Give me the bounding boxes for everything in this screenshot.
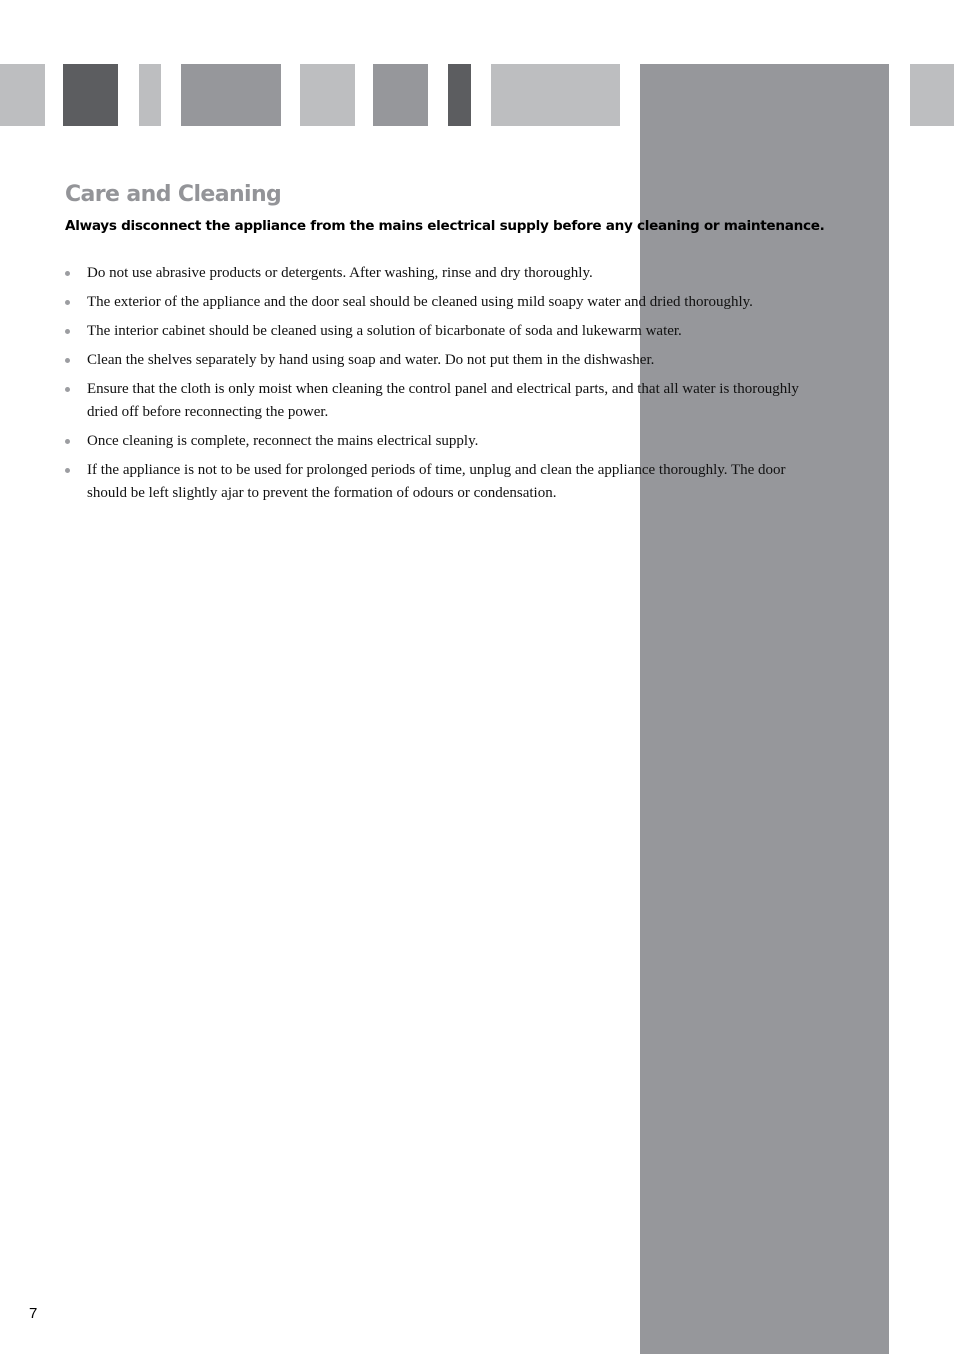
bullet-icon: [65, 387, 70, 392]
bullet-icon: [65, 358, 70, 363]
header-block: [139, 64, 161, 126]
bullet-icon: [65, 329, 70, 334]
bullet-icon: [65, 468, 70, 473]
bullet-icon: [65, 439, 70, 444]
warning-text: Always disconnect the appliance from the mains electrical supply before any cleaning or maintenance.: [65, 218, 825, 234]
care-section: [65, 178, 825, 511]
list-item-text: The exterior of the appliance and the door seal should be cleaned using mild soapy water and dried thoroughly.: [87, 294, 753, 310]
list-item: [65, 291, 825, 314]
list-item: [65, 378, 825, 424]
list-item: [65, 320, 825, 343]
bullet-icon: [65, 271, 70, 276]
header-block: [181, 64, 281, 126]
list-item: [65, 262, 825, 285]
bullet-icon: [65, 300, 70, 305]
header-block: [300, 64, 355, 126]
list-item: [65, 430, 825, 453]
page-number: 7: [29, 1305, 38, 1322]
header-block: [0, 64, 45, 126]
list-item-text: Do not use abrasive products or detergents. After washing, rinse and dry thoroughly.: [87, 265, 593, 281]
list-item-text: The interior cabinet should be cleaned using a solution of bicarbonate of soda and lukewarm water.: [87, 323, 682, 339]
list-item-text: Once cleaning is complete, reconnect the mains electrical supply.: [87, 433, 479, 449]
list-item-text: If the appliance is not to be used for prolonged periods of time, unplug and clean the appliance thoroughly. The door should be left slightly ajar to prevent the formation of odours or condensation.: [87, 462, 786, 501]
section-title: Care and Cleaning: [65, 182, 282, 207]
list-item-text: Clean the shelves separately by hand using soap and water. Do not put them in the dishwasher.: [87, 352, 655, 368]
header-block: [910, 64, 954, 126]
header-block: [491, 64, 620, 126]
header-block: [373, 64, 428, 126]
list-item: [65, 349, 825, 372]
header-block: [63, 64, 118, 126]
bullet-list: [65, 262, 825, 505]
header-block: [448, 64, 471, 126]
list-item-text: Ensure that the cloth is only moist when cleaning the control panel and electrical parts, and that all water is thoroughly dried off before reconnecting the power.: [87, 381, 799, 420]
list-item: [65, 459, 825, 505]
